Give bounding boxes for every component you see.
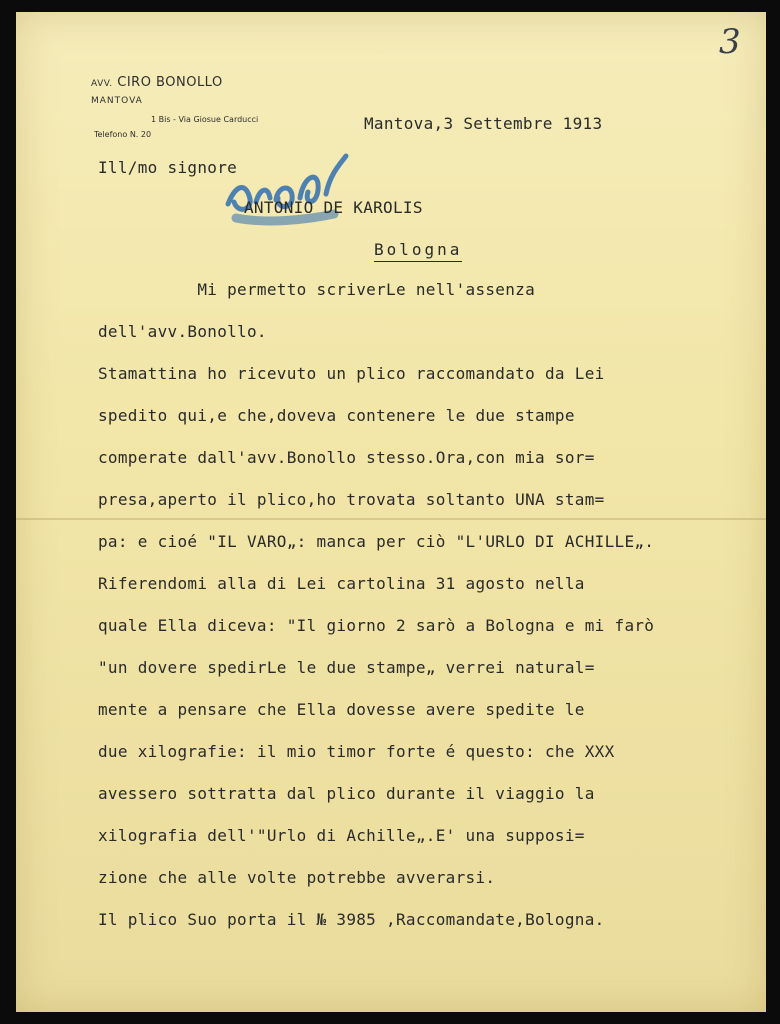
body-line: Stamattina ho ricevuto un plico raccomandato da Lei <box>98 364 605 383</box>
body-line: Il plico Suo porta il № 3985 ,Raccomandate,Bologna. <box>98 910 605 929</box>
body-line: mente a pensare che Ella dovesse avere spedite le <box>98 700 585 719</box>
salutation: Ill/mo signore <box>98 158 238 177</box>
letterhead-lawyer: CIRO BONOLLO <box>117 75 223 90</box>
body-line: due xilografie: il mio timor forte é questo: che XXX <box>98 742 615 761</box>
letterhead-prefix: AVV. <box>91 79 113 89</box>
letterhead-city: MANTOVA <box>91 96 143 106</box>
body-line: spedito qui,e che,doveva contenere le due stampe <box>98 406 575 425</box>
letterhead-address: 1 Bis - Via Giosue Carducci <box>151 115 259 124</box>
body-line: avessero sottratta dal plico durante il viaggio la <box>98 784 595 803</box>
body-line: pa: e cioé "IL VARO„: manca per ciò "L'URLO DI ACHILLE„. <box>98 532 655 551</box>
recipient-city-text: Bologna <box>374 240 462 262</box>
body-line: quale Ella diceva: "Il giorno 2 sarò a Bologna e mi farò <box>98 616 655 635</box>
body-line: presa,aperto il plico,ho trovata soltanto UNA stam= <box>98 490 605 509</box>
body-line: comperate dall'avv.Bonollo stesso.Ora,con mia sor= <box>98 448 595 467</box>
body-line: Riferendomi alla di Lei cartolina 31 agosto nella <box>98 574 585 593</box>
body-line: dell'avv.Bonollo. <box>98 322 267 341</box>
recipient-name: ANTONIO DE KAROLIS <box>244 198 423 217</box>
date-line: Mantova,3 Settembre 1913 <box>364 114 603 133</box>
body-line: Mi permetto scriverLe nell'assenza <box>98 280 536 299</box>
letterhead-telephone: Telefono N. 20 <box>94 130 152 139</box>
letter-sheet <box>16 12 766 1012</box>
letterhead-name <box>91 75 223 90</box>
blue-pencil-annotation <box>216 144 376 234</box>
body-line: xilografia dell'"Urlo di Achille„.E' una supposi= <box>98 826 585 845</box>
recipient-city <box>374 240 462 259</box>
page-number: 3 <box>719 22 741 62</box>
body-line: zione che alle volte potrebbe avverarsi. <box>98 868 496 887</box>
letter-body <box>98 280 758 929</box>
body-line: "un dovere spedirLe le due stampe„ verrei natural= <box>98 658 595 677</box>
